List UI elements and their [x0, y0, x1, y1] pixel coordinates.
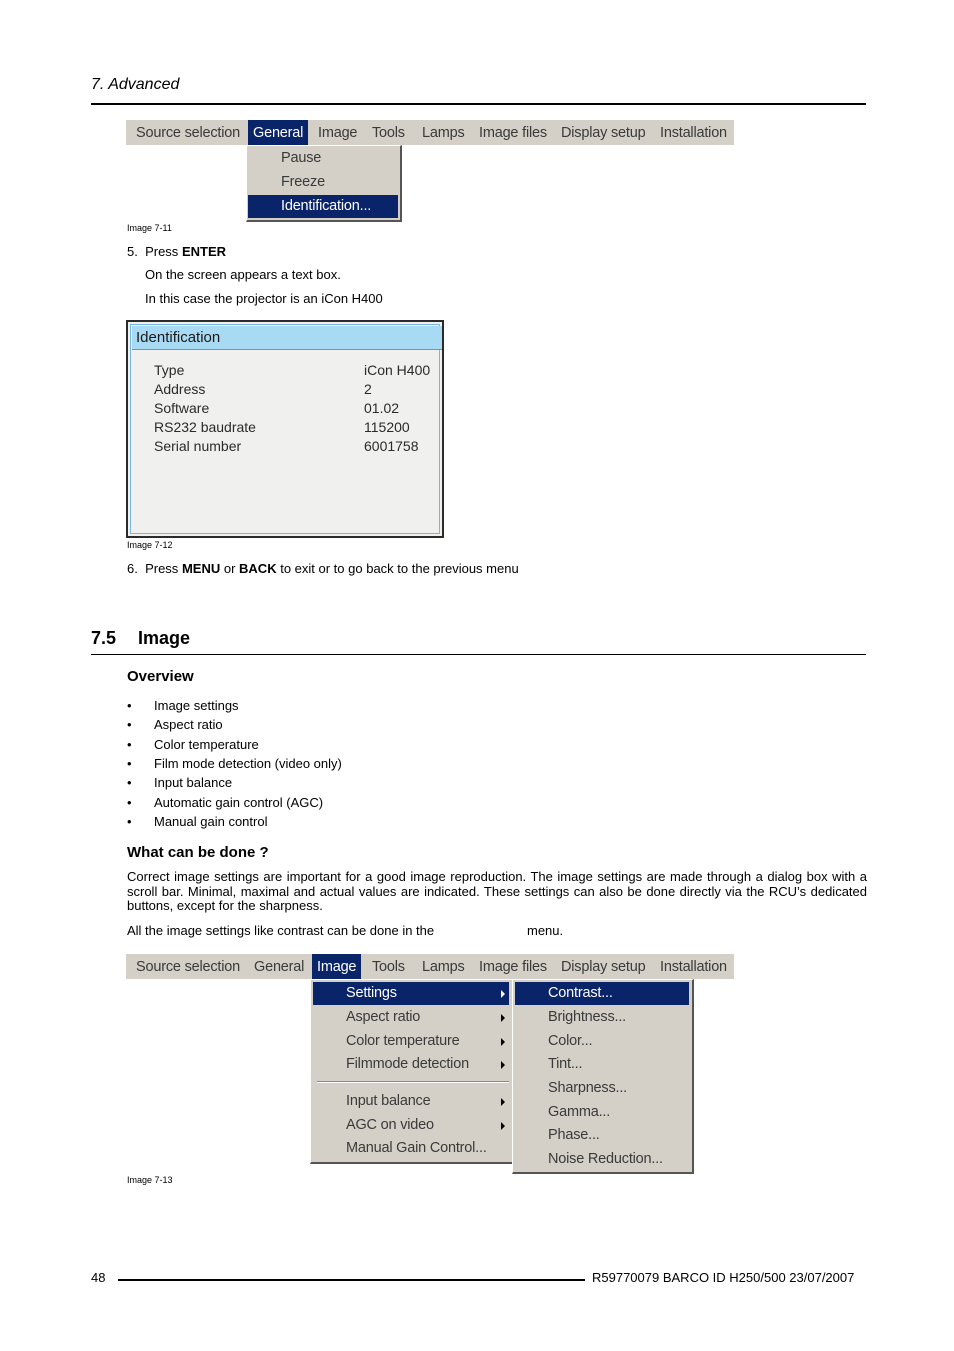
section-rule — [91, 654, 866, 655]
step-number: 6. — [127, 561, 138, 576]
menu-lamps[interactable]: Lamps — [422, 125, 465, 141]
submenu-arrow-icon — [501, 1098, 505, 1106]
overview-item: Film mode detection (video only) — [154, 756, 342, 771]
id-value-address: 2 — [364, 381, 372, 397]
page-number: 48 — [91, 1270, 106, 1285]
submenu-item-brightness[interactable]: Brightness... — [548, 1009, 626, 1025]
paragraph-image-settings: Correct image settings are important for a good image reproduction. The image settings are made through a dialog box with a scroll bar. Minimal, maximal and actual values are indicated. These settings can also be done directly via the RCU’s dedicated buttons, except for the sharpness. — [127, 869, 867, 913]
submenu-item-tint[interactable]: Tint... — [548, 1056, 583, 1072]
general-dropdown — [246, 145, 402, 222]
id-value-serial: 6001758 — [364, 438, 419, 454]
agc-on-video-label: AGC on video — [346, 1117, 434, 1133]
bullet: • — [127, 795, 132, 810]
bullet: • — [127, 737, 132, 752]
menu-source-selection[interactable]: Source selection — [136, 959, 240, 975]
submenu-arrow-icon — [501, 1038, 505, 1046]
key-back: BACK — [239, 561, 277, 576]
image-caption-3: Image 7-13 — [127, 1175, 173, 1185]
menu-tools[interactable]: Tools — [372, 125, 405, 141]
menu-bar-1 — [126, 120, 734, 145]
bullet: • — [127, 756, 132, 771]
submenu-arrow-icon — [501, 1122, 505, 1130]
menu-installation[interactable]: Installation — [660, 959, 727, 975]
submenu-arrow-icon — [501, 1014, 505, 1022]
menu-general[interactable]: General — [248, 120, 308, 145]
section-title: Image — [138, 628, 191, 648]
menu-item-freeze[interactable]: Freeze — [281, 174, 325, 190]
menu-item-manual-gain-control[interactable]: Manual Gain Control... — [346, 1140, 487, 1156]
id-value-type: iCon H400 — [364, 362, 431, 378]
step-suffix: to exit or to go back to the previous menu — [280, 561, 519, 576]
overview-item: Aspect ratio — [154, 717, 223, 732]
footer-rule — [118, 1279, 585, 1281]
menu-item-identification[interactable]: Identification... — [248, 195, 398, 218]
id-label-type: Type — [154, 362, 185, 378]
menu-general[interactable]: General — [254, 959, 305, 975]
menu-item-aspect-ratio[interactable] — [313, 1006, 509, 1029]
document-reference: R59770079 BARCO ID H250/500 23/07/2007 — [592, 1270, 855, 1285]
menu-item-filmmode-detection[interactable] — [313, 1053, 509, 1076]
step-or: or — [223, 561, 236, 576]
submenu-arrow-icon — [501, 1061, 505, 1069]
paragraph-menu-start: All the image settings like contrast can be done in the — [127, 923, 435, 938]
key-menu: MENU — [181, 561, 221, 576]
section-heading — [91, 628, 190, 649]
step-5 — [127, 244, 226, 259]
aspect-ratio-label: Aspect ratio — [346, 1009, 421, 1025]
dialog-title: Identification — [132, 326, 442, 350]
section-number: 7.5 — [91, 628, 117, 648]
menu-separator — [317, 1081, 509, 1083]
submenu-item-sharpness[interactable]: Sharpness... — [548, 1080, 628, 1096]
menu-image[interactable]: Image — [318, 125, 358, 141]
id-label-address: Address — [154, 381, 206, 397]
menu-lamps[interactable]: Lamps — [422, 959, 465, 975]
input-balance-label: Input balance — [346, 1093, 431, 1109]
menu-installation[interactable]: Installation — [660, 125, 727, 141]
image-caption-2: Image 7-12 — [127, 540, 173, 550]
menu-item-input-balance[interactable] — [313, 1090, 509, 1113]
id-label-serial: Serial number — [154, 438, 242, 454]
color-temperature-label: Color temperature — [346, 1033, 460, 1049]
menu-item-settings[interactable] — [313, 982, 509, 1005]
submenu-item-contrast[interactable]: Contrast... — [515, 982, 689, 1005]
step-6 — [127, 561, 519, 576]
settings-label: Settings — [346, 985, 397, 1001]
menu-image-files[interactable]: Image files — [479, 959, 547, 975]
menu-item-pause[interactable]: Pause — [281, 150, 322, 166]
paragraph-menu-end: menu. — [527, 923, 564, 938]
step-prefix: Press — [145, 244, 179, 259]
id-value-software: 01.02 — [364, 400, 400, 416]
menu-display-setup[interactable]: Display setup — [561, 959, 646, 975]
settings-submenu — [512, 979, 694, 1174]
image-caption-1: Image 7-11 — [127, 223, 172, 233]
menu-image-files[interactable]: Image files — [479, 125, 547, 141]
bullet: • — [127, 698, 132, 713]
bullet: • — [127, 717, 132, 732]
bullet: • — [127, 775, 132, 790]
menu-source-selection[interactable]: Source selection — [136, 125, 240, 141]
key-enter: ENTER — [181, 244, 226, 259]
header-rule — [91, 103, 866, 105]
overview-item: Color temperature — [154, 737, 259, 752]
menu-item-color-temperature[interactable] — [313, 1030, 509, 1053]
step-number: 5. — [127, 244, 138, 259]
submenu-arrow-icon — [501, 990, 505, 998]
overview-item: Manual gain control — [154, 814, 268, 829]
submenu-item-gamma[interactable]: Gamma... — [548, 1104, 611, 1120]
menu-tools[interactable]: Tools — [372, 959, 405, 975]
step-5-line-1: On the screen appears a text box. — [145, 267, 341, 282]
overview-item: Input balance — [154, 775, 233, 790]
step-5-line-2: In this case the projector is an iCon H400 — [145, 291, 383, 306]
id-value-baudrate: 115200 — [364, 419, 410, 435]
menu-bar-2 — [126, 954, 734, 979]
overview-item: Image settings — [154, 698, 239, 713]
bullet: • — [127, 814, 132, 829]
image-dropdown — [310, 979, 514, 1164]
submenu-item-color[interactable]: Color... — [548, 1033, 593, 1049]
id-label-baudrate: RS232 baudrate — [154, 419, 256, 435]
overview-heading: Overview — [127, 668, 194, 685]
submenu-item-phase[interactable]: Phase... — [548, 1127, 600, 1143]
what-can-be-done-heading: What can be done ? — [127, 844, 269, 861]
menu-display-setup[interactable]: Display setup — [561, 125, 646, 141]
submenu-item-noise-reduction[interactable]: Noise Reduction... — [548, 1151, 663, 1167]
overview-item: Automatic gain control (AGC) — [154, 795, 324, 810]
chapter-title: 7. Advanced — [91, 76, 180, 93]
id-label-software: Software — [154, 400, 210, 416]
step-prefix: Press — [145, 561, 179, 576]
filmmode-detection-label: Filmmode detection — [346, 1056, 469, 1072]
menu-item-agc-on-video[interactable] — [313, 1114, 509, 1137]
menu-image[interactable]: Image — [312, 954, 361, 979]
